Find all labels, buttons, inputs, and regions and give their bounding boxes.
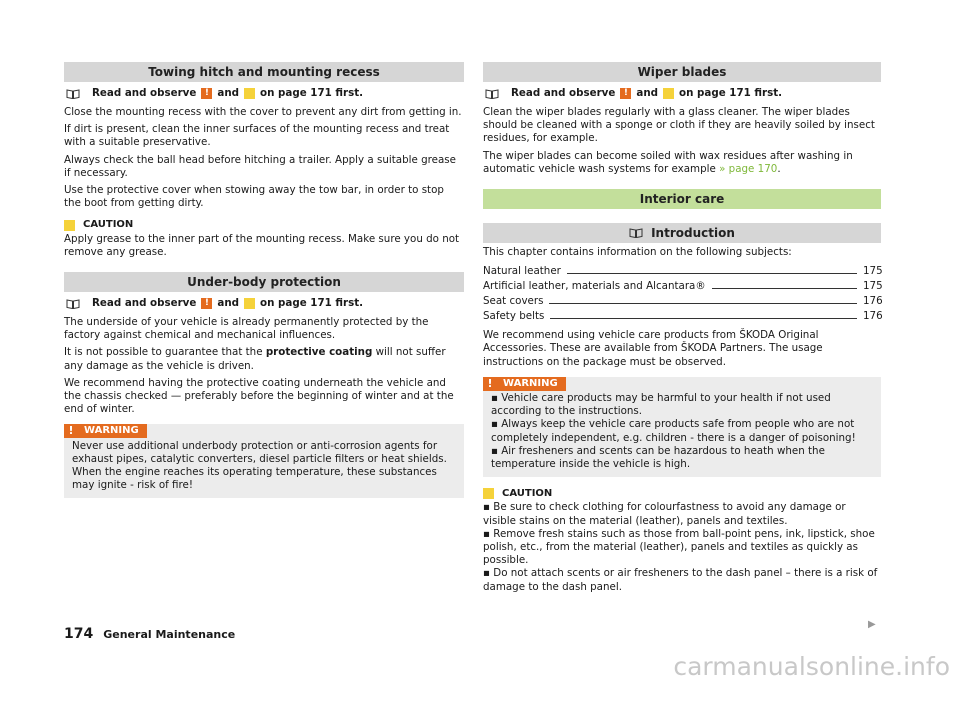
- text-fragment: will not suffer any damage as the vehicle is driven.: [64, 346, 446, 372]
- caution-symbol-icon: [244, 298, 255, 309]
- section-title-towing-hitch: Towing hitch and mounting recess: [64, 62, 464, 82]
- paragraph: If dirt is present, clean the inner surfaces of the mounting recess and treat with a suitable preservative.: [64, 123, 450, 149]
- right-column: [483, 62, 881, 594]
- warning-heading: [64, 424, 147, 438]
- warning-item: ▪ Vehicle care products may be harmful to your health if not used according to the instructions.: [491, 392, 831, 418]
- caution-item: ▪ Remove fresh stains such as those from ball-point pens, ink, lipstick, shoe polish, etc., from the material (leather), panels and textiles as quickly as possible.: [483, 527, 875, 567]
- topic-page: 176: [863, 295, 883, 308]
- introduction-label: Introduction: [651, 226, 735, 241]
- ref-prefix: Read and observe: [92, 86, 197, 99]
- warning-symbol-icon: !: [201, 298, 212, 309]
- section-title-wiper-blades: Wiper blades: [483, 62, 881, 82]
- warning-symbol-icon: !: [64, 424, 78, 438]
- paragraph: [64, 346, 464, 372]
- topic-title: Artificial leather, materials and Alcantara®: [483, 280, 706, 293]
- page-footer: [64, 628, 235, 641]
- paragraph: We recommend having the protective coating underneath the vehicle and the chassis checked — preferably before the beginning of winter and at the end of winter.: [64, 376, 454, 416]
- caution-item-text: Remove fresh stains such as those from ball-point pens, ink, lipstick, shoe polish, etc., from the material (leather), panels and textiles as quickly as possible.: [483, 527, 875, 567]
- paragraph: Use the protective cover when stowing away the tow bar, in order to stop the boot from getting dirty.: [64, 184, 444, 210]
- read-and-observe-line: [483, 85, 881, 102]
- topic-list: [483, 263, 881, 323]
- paragraph: Close the mounting recess with the cover to prevent any dirt from getting in.: [64, 106, 462, 118]
- warning-item: ▪ Always keep the vehicle care products safe from people who are not completely independent, e.g. children - there is a danger of poisoning!: [491, 418, 856, 444]
- caution-symbol-icon: [483, 488, 494, 499]
- ref-and: and: [217, 86, 240, 99]
- topic-page: 175: [863, 280, 883, 293]
- footer-section-label: General Maintenance: [103, 628, 236, 641]
- paragraph: We recommend using vehicle care products from ŠKODA Original Accessories. These are available from ŠKODA Partners. The usage instructions on the package must be observed.: [483, 329, 823, 368]
- warning-item-text: Always keep the vehicle care products safe from people who are not completely independent, e.g. children - there is a danger of poisoning!: [491, 418, 856, 444]
- bold-term: protective coating: [265, 346, 373, 359]
- topic-list-item[interactable]: [483, 308, 881, 323]
- topic-list-item[interactable]: [483, 263, 881, 278]
- caution-list: [483, 501, 881, 593]
- ref-suffix: on page 171 first.: [260, 296, 364, 309]
- caution-label: CAUTION: [83, 219, 134, 231]
- paragraph: The wiper blades can become soiled with wax residues after washing in automatic vehicle wash systems for example » page 170.: [483, 149, 853, 175]
- text-fragment: The wiper blades can become soiled with wax residues after washing in automatic vehicle wash systems for example: [483, 149, 853, 175]
- page-link[interactable]: » page 170: [719, 162, 778, 175]
- ref-prefix: Read and observe: [92, 296, 197, 309]
- book-icon: [485, 89, 499, 99]
- ref-suffix: on page 171 first.: [679, 86, 783, 99]
- warning-label: WARNING: [84, 425, 139, 437]
- warning-symbol-icon: !: [620, 88, 631, 99]
- topic-list-item[interactable]: [483, 278, 881, 293]
- paragraph: Always check the ball head before hitching a trailer. Apply a suitable grease if necessary.: [64, 153, 456, 179]
- page-number: 174: [64, 626, 94, 642]
- read-and-observe-line: [64, 85, 464, 102]
- topic-title: Seat covers: [483, 295, 544, 308]
- warning-box: [64, 424, 464, 498]
- book-icon: [66, 89, 80, 99]
- topic-title: Safety belts: [483, 310, 545, 323]
- warning-symbol-icon: !: [483, 377, 497, 391]
- caution-heading: [64, 218, 464, 231]
- topic-list-item[interactable]: [483, 293, 881, 308]
- paragraph: Clean the wiper blades regularly with a glass cleaner. The wiper blades should be cleaned with a sponge or cloth if they are heavily soiled by insect residues, for example.: [483, 106, 875, 145]
- warning-list: [483, 391, 881, 471]
- caution-item-text: Be sure to check clothing for colourfastness to avoid any damage or visible stains on the material (leather), panels and textiles.: [483, 501, 846, 527]
- topic-page: 176: [863, 310, 883, 323]
- caution-label: CAUTION: [502, 488, 553, 500]
- caution-heading: [483, 487, 881, 500]
- warning-item-text: Air fresheners and scents can be hazardous to heath when the temperature inside the vehicle is high.: [491, 444, 825, 471]
- ref-and: and: [217, 296, 240, 309]
- leader-line: [712, 288, 857, 289]
- warning-label: WARNING: [503, 377, 558, 389]
- read-and-observe-line: [64, 295, 464, 312]
- caution-item: ▪ Be sure to check clothing for colourfastness to avoid any damage or visible stains on the material (leather), panels and textiles.: [483, 501, 846, 527]
- warning-text: Never use additional underbody protection or anti-corrosion agents for exhaust pipes, catalytic converters, diesel particle filters or heat shields. When the engine reaches its operating temperature, these substances may ignite - risk of fire!: [72, 439, 447, 492]
- left-column: [64, 62, 464, 498]
- ref-suffix: on page 171 first.: [260, 86, 364, 99]
- leader-line: [550, 318, 857, 319]
- book-icon: [629, 228, 643, 238]
- caution-item: ▪ Do not attach scents or air fresheners to the dash panel – there is a risk of damage to the dash panel.: [483, 567, 878, 593]
- text-fragment: It is not possible to guarantee that the: [64, 346, 266, 359]
- warning-symbol-icon: !: [201, 88, 212, 99]
- caution-symbol-icon: [663, 88, 674, 99]
- caution-item-text: Do not attach scents or air fresheners to the dash panel – there is a risk of damage to the dash panel.: [483, 567, 878, 593]
- leader-line: [567, 273, 857, 274]
- book-icon: [66, 299, 80, 309]
- leader-line: [549, 303, 857, 304]
- warning-item: ▪ Air fresheners and scents can be hazardous to heath when the temperature inside the vehicle is high.: [491, 444, 825, 471]
- paragraph: The underside of your vehicle is already permanently protected by the factory against chemical and mechanical influences.: [64, 316, 429, 342]
- continue-arrow-icon: ▶: [868, 619, 876, 630]
- warning-heading: [483, 377, 566, 391]
- topic-page: 175: [863, 265, 883, 278]
- caution-text: Apply grease to the inner part of the mounting recess. Make sure you do not remove any grease.: [64, 232, 460, 258]
- caution-symbol-icon: [244, 88, 255, 99]
- chapter-title-interior-care: Interior care: [483, 189, 881, 209]
- ref-and: and: [636, 86, 659, 99]
- ref-prefix: Read and observe: [511, 86, 616, 99]
- caution-symbol-icon: [64, 220, 75, 231]
- warning-item-text: Vehicle care products may be harmful to your health if not used according to the instructions.: [491, 392, 831, 418]
- warning-box: [483, 377, 881, 477]
- section-title-introduction: [483, 223, 881, 243]
- topic-title: Natural leather: [483, 265, 561, 278]
- paragraph: This chapter contains information on the following subjects:: [483, 246, 792, 259]
- section-title-under-body: Under-body protection: [64, 272, 464, 292]
- watermark: carmanualsonline.info: [673, 652, 950, 681]
